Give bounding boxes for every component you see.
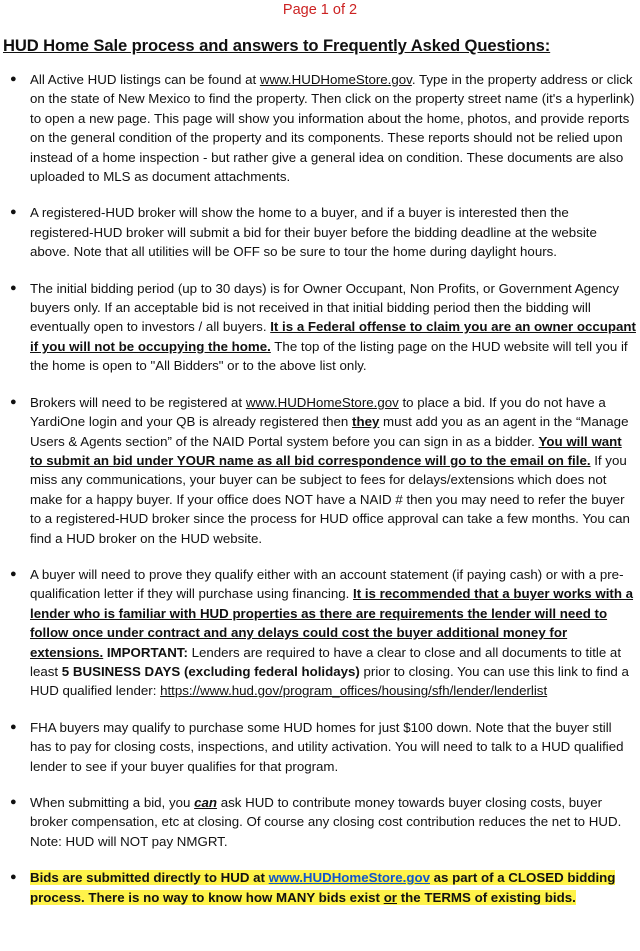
item-text: Lenders are required to have a clear to close and all documents to title at least [30,644,622,679]
page-number: Page 1 of 2 [282,2,358,18]
bullet-icon: ● [10,395,17,408]
bullet-icon: ● [10,281,17,294]
business-days-requirement: 5 BUSINESS DAYS (excluding federal holidays) [61,663,360,679]
bullet-icon: ● [10,871,17,884]
list-item-broker-registration [0,393,640,548]
item-text: . Type in the property address or click on the state of New Mexico to find the property. Then click on the property street name (it's a hyperlink) to open a new page. This page will show you information about the home, photos, and provide reports on the general condition of the property and its components. These reports should not be relied upon instead of a home inspection - but rather give a general idea on condition. These documents are also uploaded to MLS as document attachments. [30,72,635,185]
bullet-icon: ● [10,567,17,580]
federal-offense-warning: It is a Federal offense to claim you are an owner occupant if you will not be occupying the home. [30,319,636,354]
highlighted-text: the TERMS of existing bids. [397,889,576,905]
email-on-file-warning: You will want to submit an bid under YOUR name as all bid correspondence will go to the email on file. [30,433,622,468]
item-text: All Active HUD listings can be found at [30,72,260,87]
hudhomestore-link[interactable]: www.HUDHomeStore.gov [259,72,412,87]
list-item-broker-showing [0,203,640,261]
item-text: A buyer will need to prove they qualify either with an account statement (if paying cash) or with a pre-qualification letter if they will purchase using financing. [30,566,624,602]
item-text: When submitting a bid, you [30,795,195,810]
bullet-icon: ● [10,720,17,733]
item-text: If you miss any communications, your buyer can be subject to fees for delays/extensions which does not make for a happy buyer. If your office does NOT have a NAID # then you may need to refer the buyer to a registered-HUD broker since the process for HUD office approval can take a few months. You can find a HUD broker on the HUD website. [30,452,630,546]
list-item-fha-buyers [0,718,640,776]
item-text: prior to closing. You can use this link to find a HUD qualified lender: [30,663,629,699]
list-item-closing-costs [0,793,640,851]
list-item-listings [0,70,640,186]
list-item-bidding-period [0,279,640,376]
list-item-buyer-qualification [0,565,640,701]
faq-list [0,70,640,907]
highlighted-text: as part of a CLOSED bidding process. There is no way to know how MANY bids exist [30,870,616,905]
highlighted-text: Bids are submitted directly to HUD at [30,870,269,886]
bullet-icon: ● [10,206,17,219]
hudhomestore-link-highlighted[interactable]: www.HUDHomeStore.gov [268,870,430,886]
bullet-icon: ● [10,73,17,85]
list-item-closed-bidding [0,868,640,907]
important-label: IMPORTANT: [103,644,188,660]
item-text: FHA buyers may qualify to purchase some HUD homes for just $100 down. Note that the buyer still has to pay for closing costs, inspections, and utility activation. You will need to talk to a HUD qualified lender to see if your buyer qualifies for that program. [30,719,624,774]
hud-lender-list-link[interactable]: https://www.hud.gov/program_offices/housing/sfh/lender/lenderlist [160,683,548,699]
document-title: HUD Home Sale process and answers to Frequently Asked Questions: [3,36,551,55]
emphasis-can: can [194,795,218,810]
emphasis-they: they [352,414,380,430]
item-text: The top of the listing page on the HUD website will tell you if the home is open to "All Bidders" or to the above list only. [30,338,628,374]
item-text: to place a bid. If you do not have a YardiOne login and your QB is already registered then [30,394,606,430]
item-text: The initial bidding period (up to 30 days) is for Owner Occupant, Non Profits, or Government Agency buyers only. If an acceptable bid is not received in that initial bidding period then the bidding will eventually open to investors / all buyers. [30,280,620,335]
item-text: must add you as an agent in the “Manage Users & Agents section” of the NAID Portal system before you can sign in as a bidder. [30,414,629,449]
hudhomestore-link[interactable]: www.HUDHomeStore.gov [245,394,399,410]
item-text: ask HUD to contribute money towards buyer closing costs, buyer broker compensation, etc at closing. Of course any closing cost contribution reduces the net to HUD. Note: HUD will NOT pay NMGRT. [30,795,622,849]
emphasis-or: or [383,889,397,905]
lender-recommendation: It is recommended that a buyer works with a lender who is familiar with HUD properties as there are requirements the lender will need to follow once under contract and any delays could cost the buyer additional money for extensions. [30,586,634,660]
item-text: A registered-HUD broker will show the home to a buyer, and if a buyer is interested then the registered-HUD broker will submit a bid for their buyer before the bidding deadline at the website above. Note that all utilities will be OFF so be sure to tour the home during daylight hours. [30,205,597,260]
item-text: Brokers will need to be registered at [30,394,246,410]
bullet-icon: ● [10,796,17,808]
